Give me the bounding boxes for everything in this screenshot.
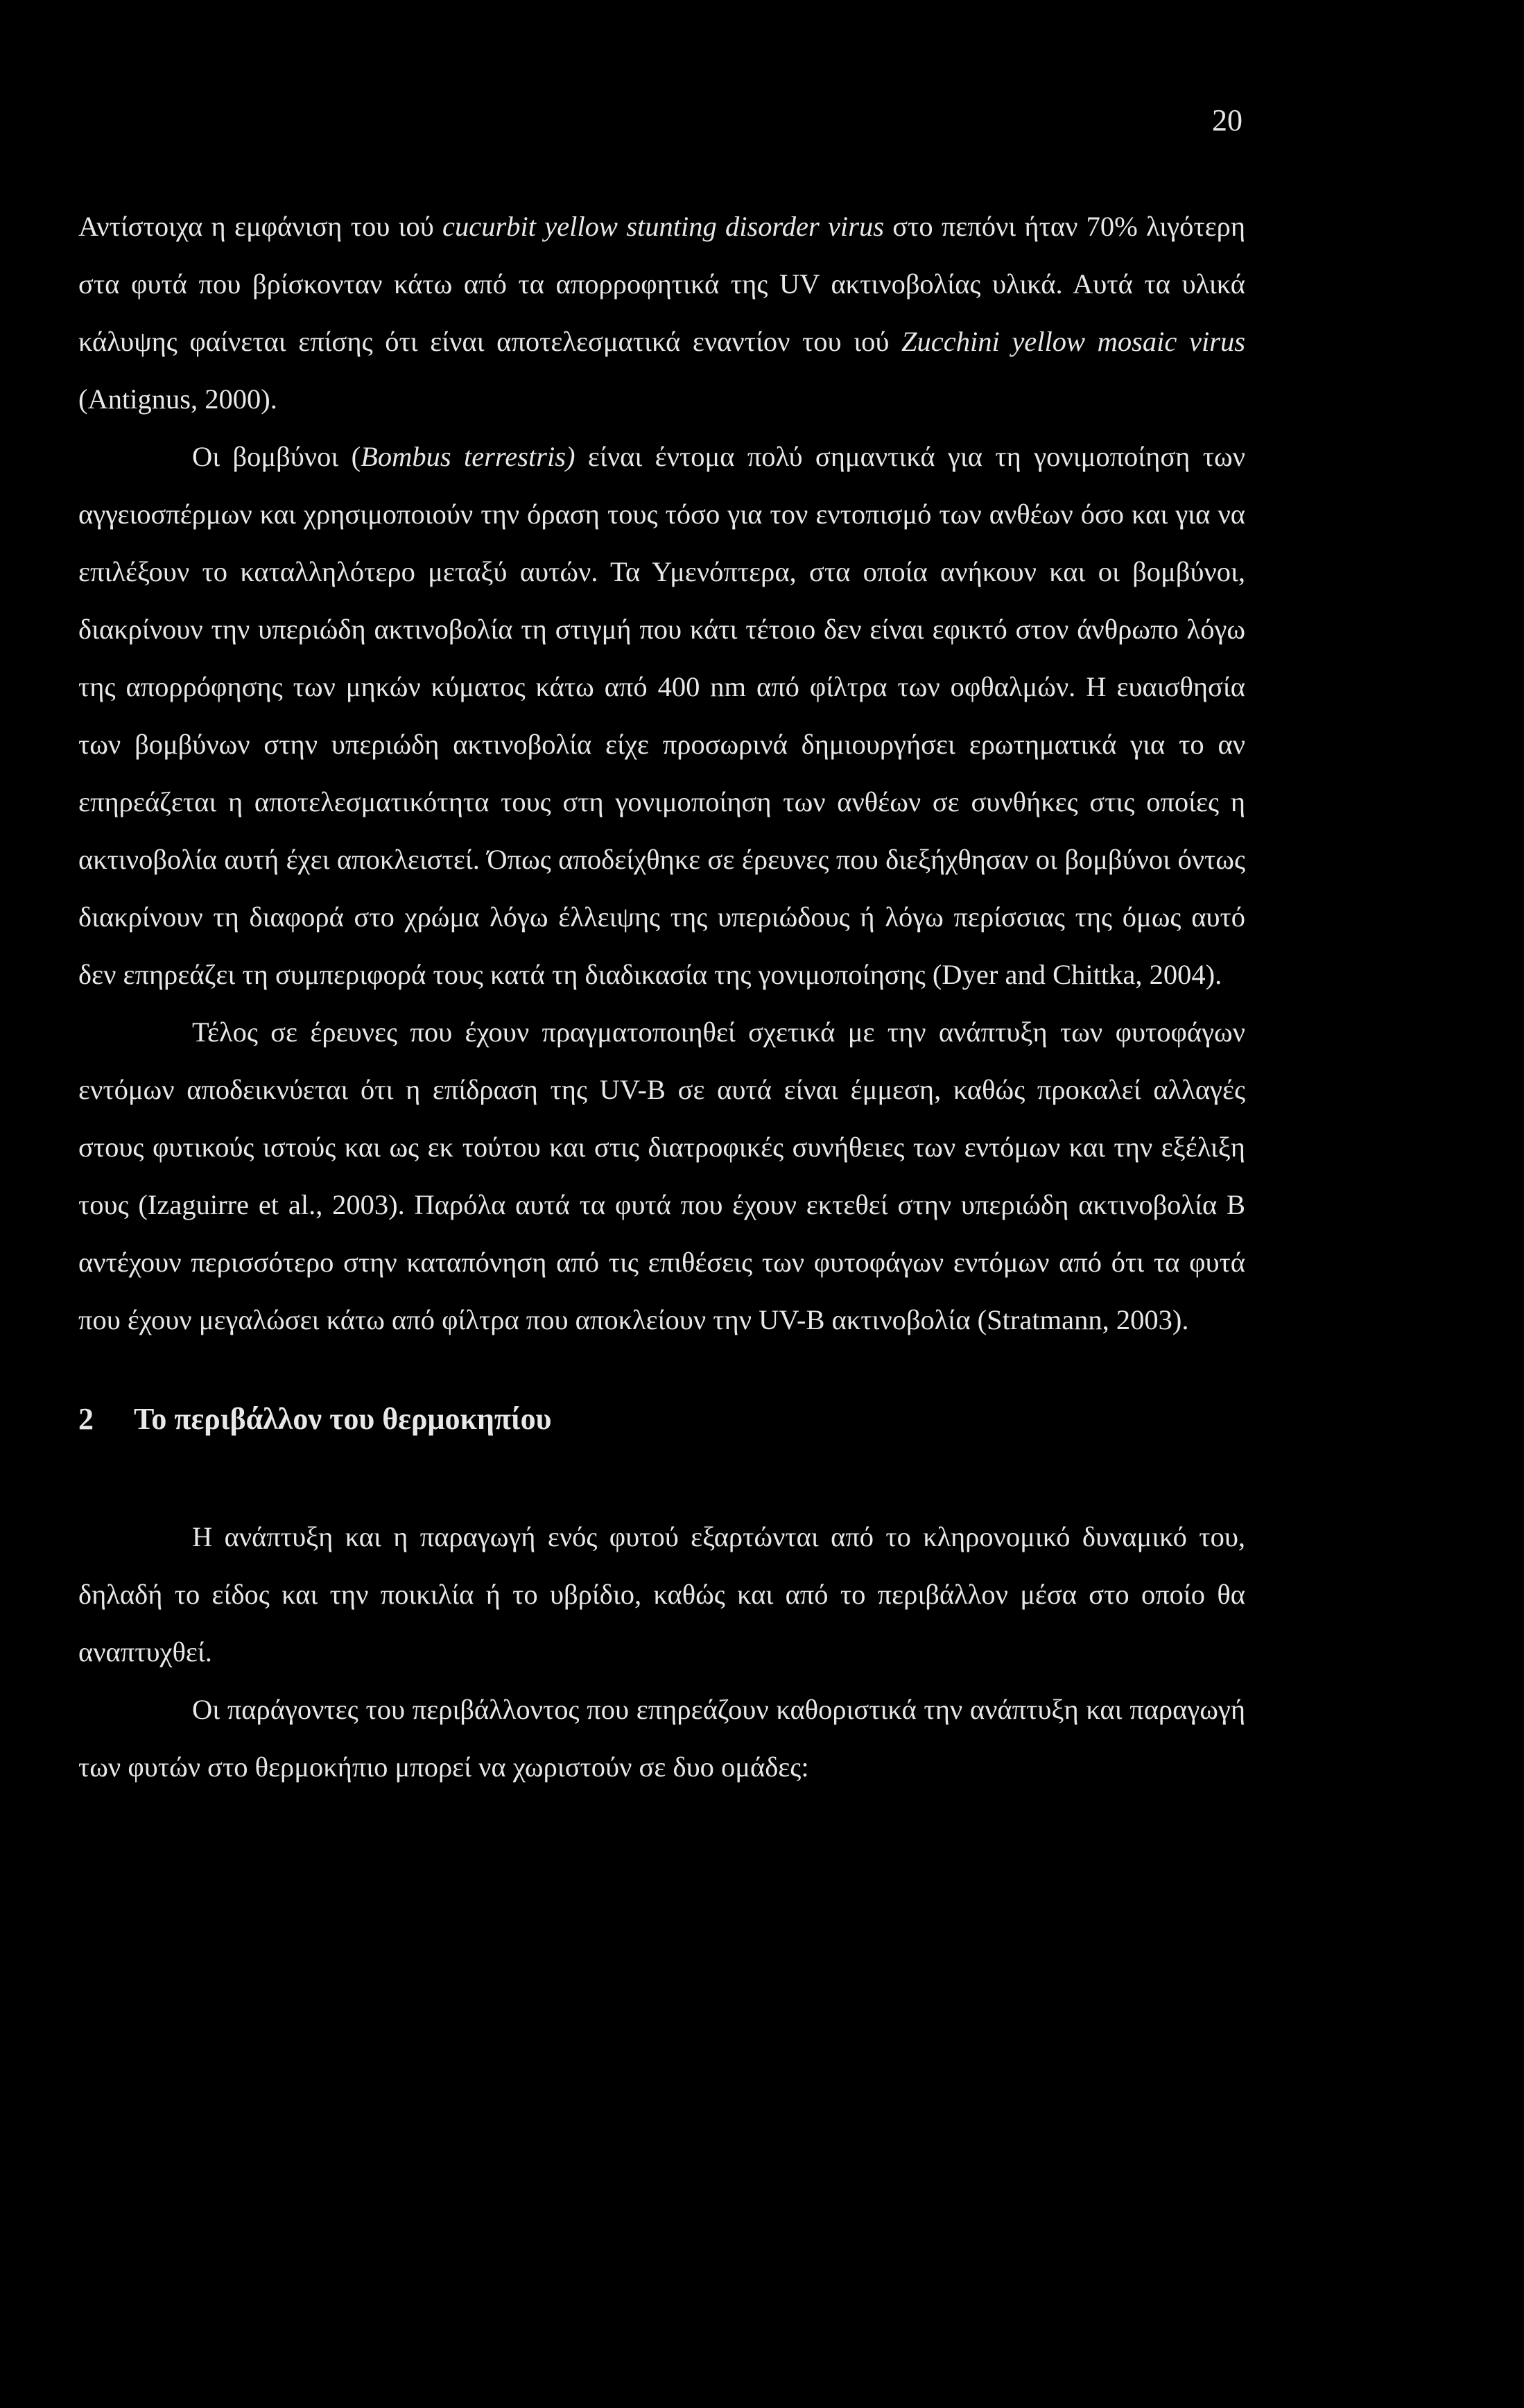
page-number: 20	[1212, 103, 1242, 137]
document-body	[78, 198, 1245, 1796]
paragraph-text: (Antignus, 2000).	[78, 383, 277, 415]
paragraph-plant-growth: Η ανάπτυξη και η παραγωγή ενός φυτού εξαρτώνται από το κληρονομικό δυναμικό του, δηλαδή το είδος και την ποικιλία ή το υβρίδιο, καθώς και από το περιβάλλον μέσα στο οποίο θα αναπτυχθεί.	[78, 1521, 1245, 1668]
paragraph-herbivorous-insects: Τέλος σε έρευνες που έχουν πραγματοποιηθεί σχετικά με την ανάπτυξη των φυτοφάγων εντόμων αποδεικνύεται ότι η επίδραση της UV-B σε αυτά είναι έμμεση, καθώς προκαλεί αλλαγές στους φυτικούς ιστούς και ως εκ τούτου και στις διατροφικές συνήθειες των εντόμων και την εξέλιξη τους (Izaguirre et al., 2003). Παρόλα αυτά τα φυτά που έχουν εκτεθεί στην υπεριώδη ακτινοβολία Β αντέχουν περισσότερο στην καταπόνηση από τις επιθέσεις των φυτοφάγων εντόμων από ότι τα φυτά που έχουν μεγαλώσει κάτω από φίλτρα που αποκλείουν την UV-B ακτινοβολία (Stratmann, 2003).	[78, 1016, 1245, 1335]
virus-name: Zucchini yellow mosaic virus	[901, 326, 1245, 357]
paragraph-text: είναι έντομα πολύ σημαντικά για τη γονιμοποίηση των αγγειοσπέρμων και χρησιμοποιούν την όραση τους τόσο για τον εντοπισμό των ανθέων όσο και για να επιλέξουν το καταλληλότερο μεταξύ αυτών. Τα Υμενόπτερα, στα οποία ανήκουν και οι βομβύνοι, διακρίνουν την υπεριώδη ακτινοβολία τη στιγμή που κάτι τέτοιο δεν είναι εφικτό στον άνθρωπο λόγω της απορρόφησης των μηκών κύματος κάτω από 400 nm από φίλτρα των οφθαλμών. Η ευαισθησία των βομβύνων στην υπεριώδη ακτινοβολία είχε προσωρινά δημιουργήσει ερωτηματικά για το αν επηρεάζεται η αποτελεσματικότητα τους στη γονιμοποίηση των ανθέων σε συνθήκες στις οποίες η ακτινοβολία αυτή έχει αποκλειστεί. Όπως αποδείχθηκε σε έρευνες που διεξήχθησαν οι βομβύνοι όντως διακρίνουν τη διαφορά στο χρώμα λόγω έλλειψης της υπεριώδους ή λόγω περίσσιας της όμως αυτό δεν επηρεάζει τη συμπεριφορά τους κατά τη διαδικασία της γονιμοποίησης (Dyer and Chittka, 2004).	[78, 441, 1245, 990]
section-number: 2	[78, 1402, 94, 1436]
paragraph-virus-incidence	[78, 198, 1245, 428]
paragraph-environment-factors: Οι παράγοντες του περιβάλλοντος που επηρεάζουν καθοριστικά την ανάπτυξη και παραγωγή των φυτών στο θερμοκήπιο μπορεί να χωριστούν σε δυο ομάδες:	[78, 1694, 1245, 1783]
paragraph-bumblebees	[78, 428, 1245, 1003]
species-name: Bombus terrestris)	[361, 441, 575, 472]
paragraph-text: Αντίστοιχα η εμφάνιση του ιού	[78, 211, 443, 242]
paragraph-text: στο πεπόνι ήταν 70% λιγότερη στα φυτά που βρίσκονταν κάτω από τα απορροφητικά της UV ακτινοβολίας υλικά. Αυτά τα υλικά κάλυψης φαίνεται επίσης ότι είναι αποτελεσματικά εναντίον του ιού	[78, 211, 1245, 357]
virus-name: cucurbit yellow stunting disorder virus	[442, 211, 884, 242]
paragraph-text: Οι βομβύνοι (	[192, 441, 361, 472]
section-heading	[78, 1398, 1245, 1440]
section-title: Το περιβάλλον του θερμοκηπίου	[134, 1402, 552, 1436]
